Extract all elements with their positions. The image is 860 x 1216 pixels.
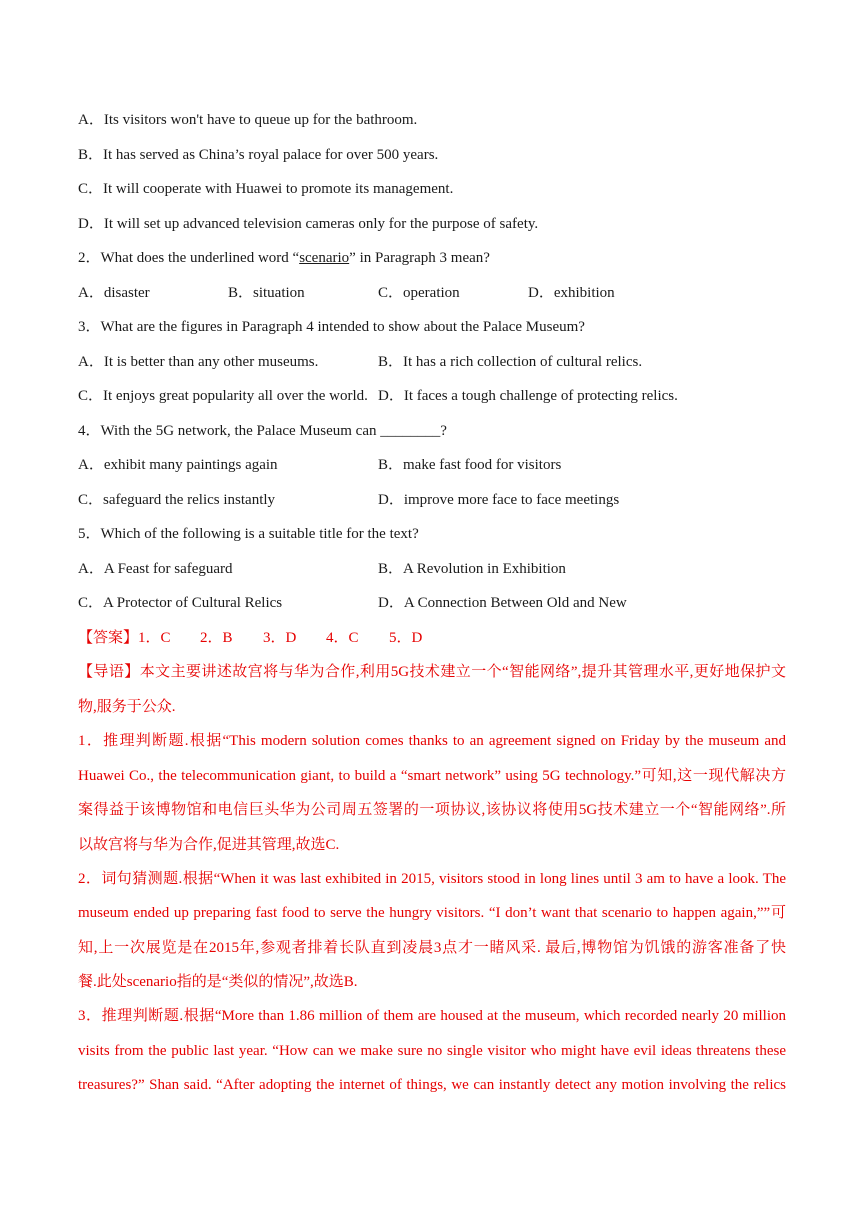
exp2-line-4: 餐.此处scenario指的是“类似的情况”,故选B. <box>78 974 358 990</box>
exp2-line-3: 知,上一次展览是在2015年,参观者排着长队直到凌晨3点才一睹风采. 最后,博物馆为饥饿的游客准备了快 <box>78 940 786 956</box>
q1-option-c: C．It will cooperate with Huawei to promote its management. <box>78 181 454 197</box>
exp1-line-2: Huawei Co., the telecommunication giant, to build a “smart network” using 5G technology.”可知,这一现代解决方 <box>78 768 786 784</box>
q4-stem <box>78 421 786 441</box>
exp3-line-1: 3．推理判断题.根据“More than 1.86 million of them are housed at the museum, which recorded nearly 20 million <box>78 1008 786 1024</box>
guide-line-1 <box>78 662 786 682</box>
answer-4: 4．C <box>326 630 359 646</box>
answer-3: 3．D <box>263 630 297 646</box>
q4-option-d: D．improve more face to face meetings <box>378 492 620 508</box>
q4-option-a: A．exhibit many paintings again <box>78 457 278 473</box>
exp1-line-4: 以故宫将与华为合作,促进其管理,故选C. <box>78 837 340 853</box>
q4-blank: ________ <box>380 423 441 439</box>
answer-5: 5．D <box>389 630 423 646</box>
q5-option-d: D．A Connection Between Old and New <box>378 595 627 611</box>
q1-option-b: B．It has served as China’s royal palace for over 500 years. <box>78 147 439 163</box>
q3-option-d: D．It faces a tough challenge of protecting relics. <box>378 388 678 404</box>
exp2-line-1: 2．词句猜测题.根据“When it was last exhibited in 2015, visitors stood in long lines until 3 am to have a look. The <box>78 871 786 887</box>
q5-option-c: C．A Protector of Cultural Relics <box>78 595 283 611</box>
q4-stem-suffix: ? <box>440 423 447 439</box>
q2-option-b: B．situation <box>228 285 305 301</box>
q1-option-a: A．Its visitors won't have to queue up for the bathroom. <box>78 112 418 128</box>
q4-option-c: C．safeguard the relics instantly <box>78 492 276 508</box>
guide-line-2: 物,服务于公众. <box>78 699 176 715</box>
q3-option-b: B．It has a rich collection of cultural relics. <box>378 354 643 370</box>
q1-option-d: D．It will set up advanced television cameras only for the purpose of safety. <box>78 216 539 232</box>
q2-stem <box>78 248 786 268</box>
q3-stem: 3．What are the figures in Paragraph 4 intended to show about the Palace Museum? <box>78 319 585 335</box>
exp3-line-2: visits from the public last year. “How can we make sure no single visitor who might have evil ideas threatens these <box>78 1043 786 1059</box>
q3-option-c: C．It enjoys great popularity all over the world. <box>78 388 368 404</box>
exp1-line-1: 1．推理判断题.根据“This modern solution comes thanks to an agreement signed on Friday by the museum and <box>78 733 786 749</box>
q2-underlined-word: scenario <box>299 250 350 266</box>
exp1-line-3: 案得益于该博物馆和电信巨头华为公司周五签署的一项协议,该协议将使用5G技术建立一个“智能网络”.所 <box>78 802 786 818</box>
guide-label: 【导语】 <box>78 664 140 680</box>
q2-stem-prefix: 2．What does the underlined word “ <box>78 250 300 266</box>
answer-1: 1．C <box>138 630 171 646</box>
answer-label: 【答案】 <box>78 630 139 646</box>
q5-option-b: B．A Revolution in Exhibition <box>378 561 566 577</box>
q4-stem-prefix: 4．With the 5G network, the Palace Museum can <box>78 423 381 439</box>
answer-2: 2．B <box>200 630 233 646</box>
exp2-line-2: museum ended up preparing fast food to serve the hungry visitors. “I don’t want that scenario to happen again,””可 <box>78 905 786 921</box>
q2-option-d: D．exhibition <box>528 285 615 301</box>
q5-option-a: A．A Feast for safeguard <box>78 561 233 577</box>
q3-option-a: A．It is better than any other museums. <box>78 354 319 370</box>
guide-text-1: 本文主要讲述故宫将与华为合作,利用5G技术建立一个“智能网络”,提升其管理水平,更好地保护文 <box>139 664 786 680</box>
exp3-line-3: treasures?” Shan said. “After adopting the internet of things, we can instantly detect any motion involving the relics <box>78 1077 786 1093</box>
q2-option-c: C．operation <box>378 285 460 301</box>
q4-option-b: B．make fast food for visitors <box>378 457 562 473</box>
q2-option-a: A．disaster <box>78 285 150 301</box>
q2-stem-suffix: ” in Paragraph 3 mean? <box>349 250 490 266</box>
q5-stem: 5．Which of the following is a suitable title for the text? <box>78 526 419 542</box>
